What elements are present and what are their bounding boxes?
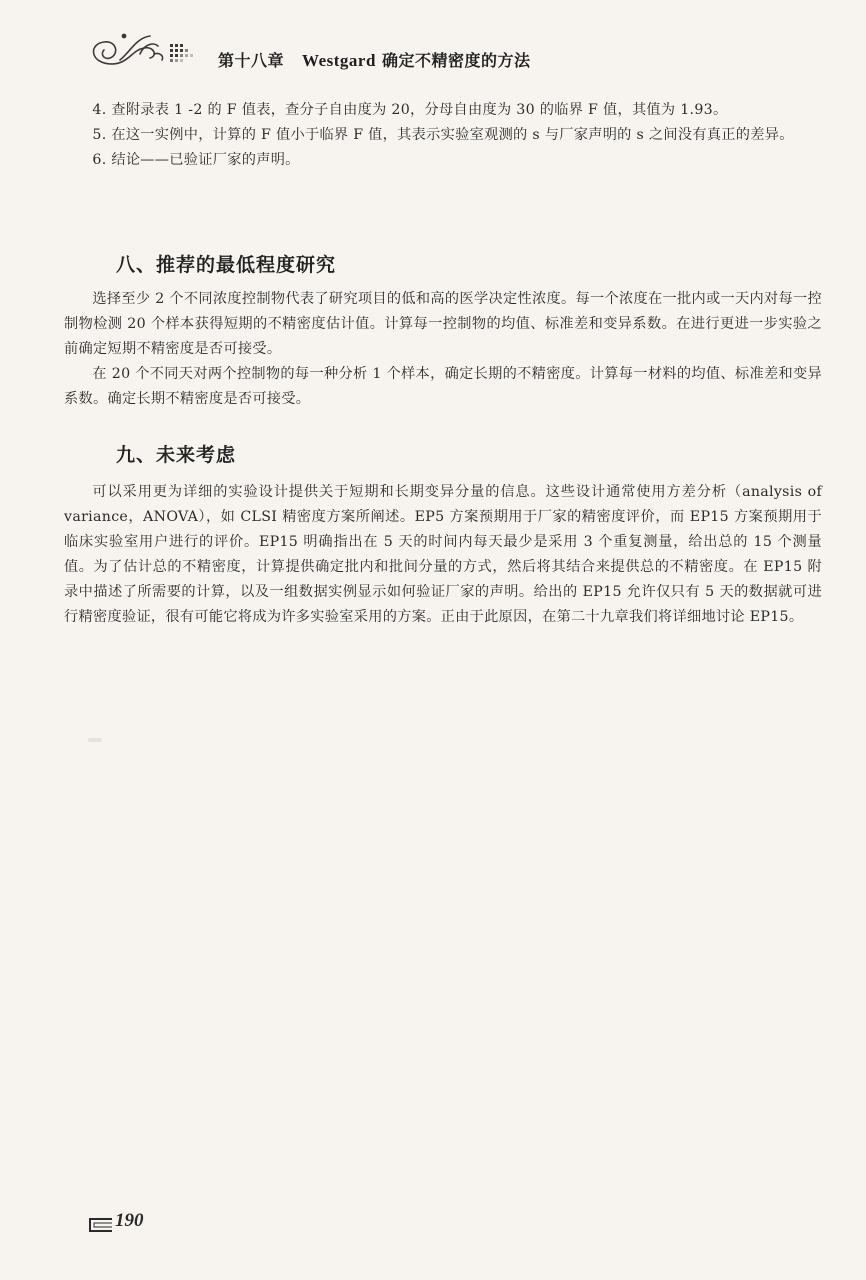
print-smudge: [88, 738, 102, 742]
chapter-title: [218, 48, 531, 71]
paragraph: 5. 在这一实例中，计算的 F 值小于临界 F 值，其表示实验室观测的 s 与厂家声明的 s 之间没有真正的差异。: [92, 127, 794, 143]
paragraph: 在 20 个不同天对两个控制物的每一种分析 1 个样本，确定长期的不精密度。计算每一材料的均值、标准差和变异系数。确定长期不精密度是否可接受。: [64, 366, 822, 407]
page-number: 190: [115, 1210, 144, 1231]
paragraph: 4. 查附录表 1 -2 的 F 值表，查分子自由度为 20，分母自由度为 30 的临界 F 值，其值为 1.93。: [92, 102, 728, 118]
section-heading: 九、未来考虑: [116, 444, 237, 466]
page-bracket-icon: [88, 1218, 114, 1232]
section-minimum-study: [64, 287, 822, 412]
chapter-title-latin: Westgard: [302, 51, 376, 70]
chapter-number: 第十八章: [218, 51, 285, 70]
paragraph: 6. 结论——已验证厂家的声明。: [92, 152, 300, 168]
section-future-considerations: [64, 480, 822, 630]
section-heading: 八、推荐的最低程度研究: [116, 254, 337, 276]
paragraph: 可以采用更为详细的实验设计提供关于短期和长期变异分量的信息。这些设计通常使用方差分析（analysis of variance，ANOVA），如 CLSI 精密度方案所阐述。EP5 方案预期用于厂家的精密度评价，而 EP15 方案预期用于临床实验室用户进行的评价。EP15 明确指出在 5 天的时间内每天最少是采用 3 个重复测量，给出总的 15 个测量值。为了估计总的不精密度，计算提供确定批内和批间分量的方式，然后将其结合来提供总的不精密度。在 EP15 附录中描述了所需要的计算，以及一组数据实例显示如何验证厂家的声明。给出的 EP15 允许仅只有 5 天的数据就可进行精密度验证，很有可能它将成为许多实验室采用的方案。正由于此原因，在第二十九章我们将详细地讨论 EP15。: [64, 484, 822, 625]
running-header: [84, 30, 784, 90]
chapter-title-rest: 确定不精密度的方法: [381, 51, 531, 70]
flourish-ornament-icon: [84, 30, 216, 70]
paragraph: 选择至少 2 个不同浓度控制物代表了研究项目的低和高的医学决定性浓度。每一个浓度在一批内或一天内对每一控制物检测 20 个样本获得短期的不精密度估计值。计算每一控制物的均值、标准差和变异系数。在进行更进一步实验之前确定短期不精密度是否可接受。: [64, 291, 822, 357]
section-steps: [64, 98, 822, 173]
